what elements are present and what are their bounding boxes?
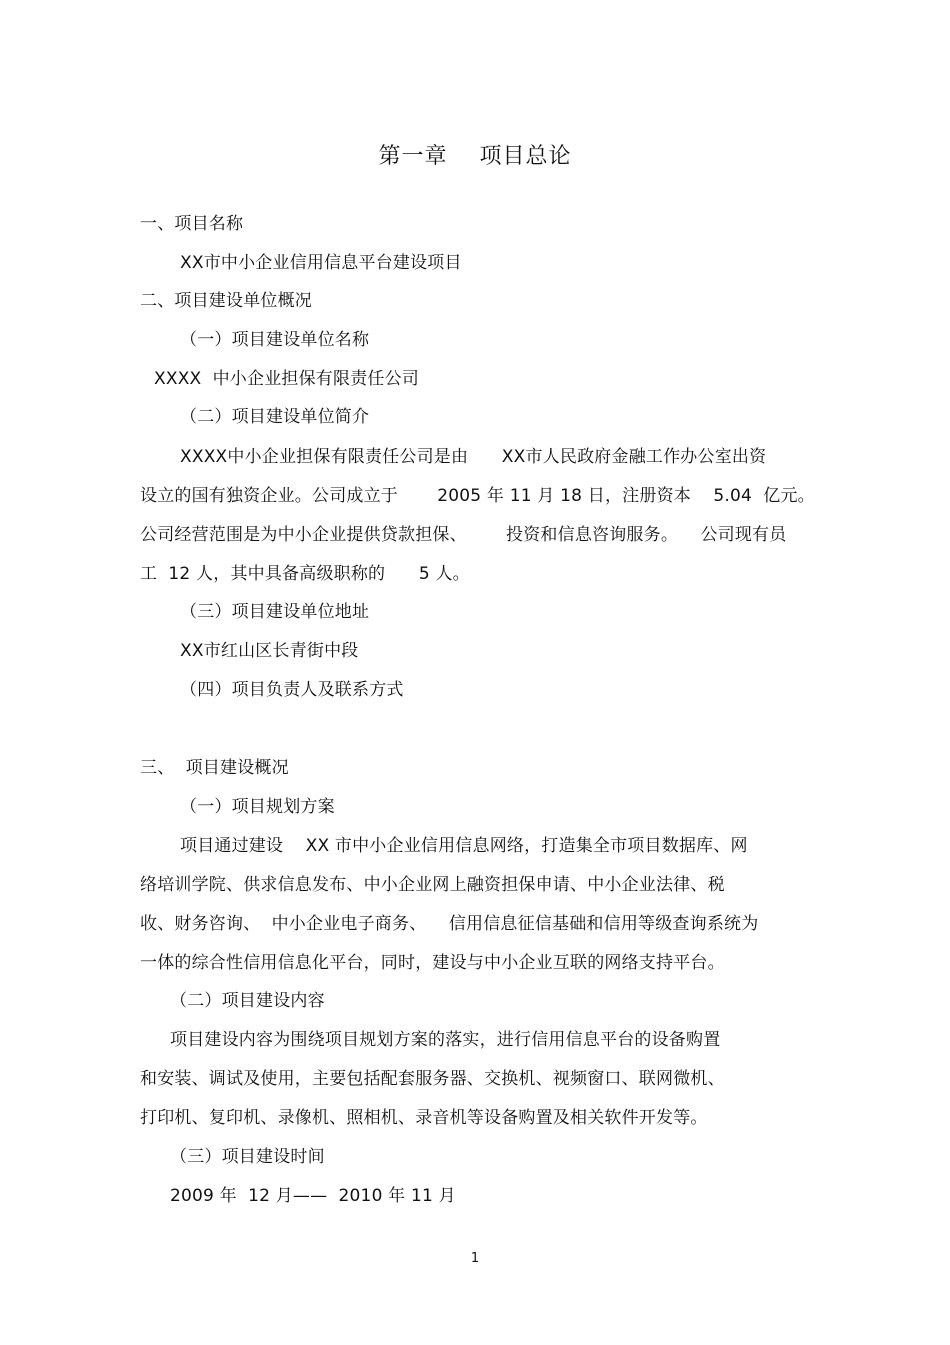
paragraph-line: XXXX中小企业担保有限责任公司是由 XX市人民政府金融工作办公室出资 <box>180 447 767 467</box>
paragraph-line: 项目建设内容为围绕项目规划方案的落实，进行信用信息平台的设备购置 <box>170 1030 721 1050</box>
paragraph-line: 设立的国有独资企业。公司成立于 2005 年 11 月 18 日，注册资本 5.04 亿元。 <box>140 486 815 506</box>
paragraph-line: 一体的综合性信用信息化平台，同时，建设与中小企业互联的网络支持平台。 <box>140 953 725 973</box>
paragraph-line: 打印机、复印机、录像机、照相机、录音机等设备购置及相关软件开发等。 <box>140 1108 708 1128</box>
subheading-unit-name: （一）项目建设单位名称 <box>180 330 370 350</box>
subheading-content: （二）项目建设内容 <box>170 991 325 1011</box>
subheading-planning: （一）项目规划方案 <box>180 797 335 817</box>
subheading-contact: （四）项目负责人及联系方式 <box>180 680 404 700</box>
paragraph-line: 和安装、调试及使用，主要包括配套服务器、交换机、视频窗口、联网微机、 <box>140 1069 725 1089</box>
subheading-unit-intro: （二）项目建设单位简介 <box>180 407 370 427</box>
unit-name-text: XXXX 中小企业担保有限责任公司 <box>154 369 419 389</box>
section-heading-unit-overview: 二、项目建设单位概况 <box>140 291 312 311</box>
project-name-text: XX市中小企业信用信息平台建设项目 <box>180 253 462 273</box>
section-heading-project-name: 一、项目名称 <box>140 214 244 234</box>
section-heading-construction-overview: 三、 项目建设概况 <box>140 758 289 778</box>
paragraph-line: 项目通过建设 XX 市中小企业信用信息网络，打造集全市项目数据库、网 <box>180 836 748 856</box>
paragraph-line: 络培训学院、供求信息发布、中小企业网上融资担保申请、中小企业法律、税 <box>140 875 725 895</box>
subheading-schedule: （三）项目建设时间 <box>170 1147 325 1167</box>
schedule-text: 2009 年 12 月—— 2010 年 11 月 <box>170 1186 456 1206</box>
page-number: 1 <box>470 1251 480 1266</box>
chapter-title: 第一章 项目总论 <box>378 144 572 169</box>
paragraph-line: 收、财务咨询、 中小企业电子商务、 信用信息征信基础和信用等级查询系统为 <box>140 914 759 934</box>
subheading-unit-address: （三）项目建设单位地址 <box>180 602 370 622</box>
unit-address-text: XX市红山区长青街中段 <box>180 641 359 661</box>
paragraph-line: 工 12 人，其中具备高级职称的 5 人。 <box>140 564 470 584</box>
paragraph-line: 公司经营范围是为中小企业提供贷款担保、 投资和信息咨询服务。 公司现有员 <box>140 525 787 545</box>
